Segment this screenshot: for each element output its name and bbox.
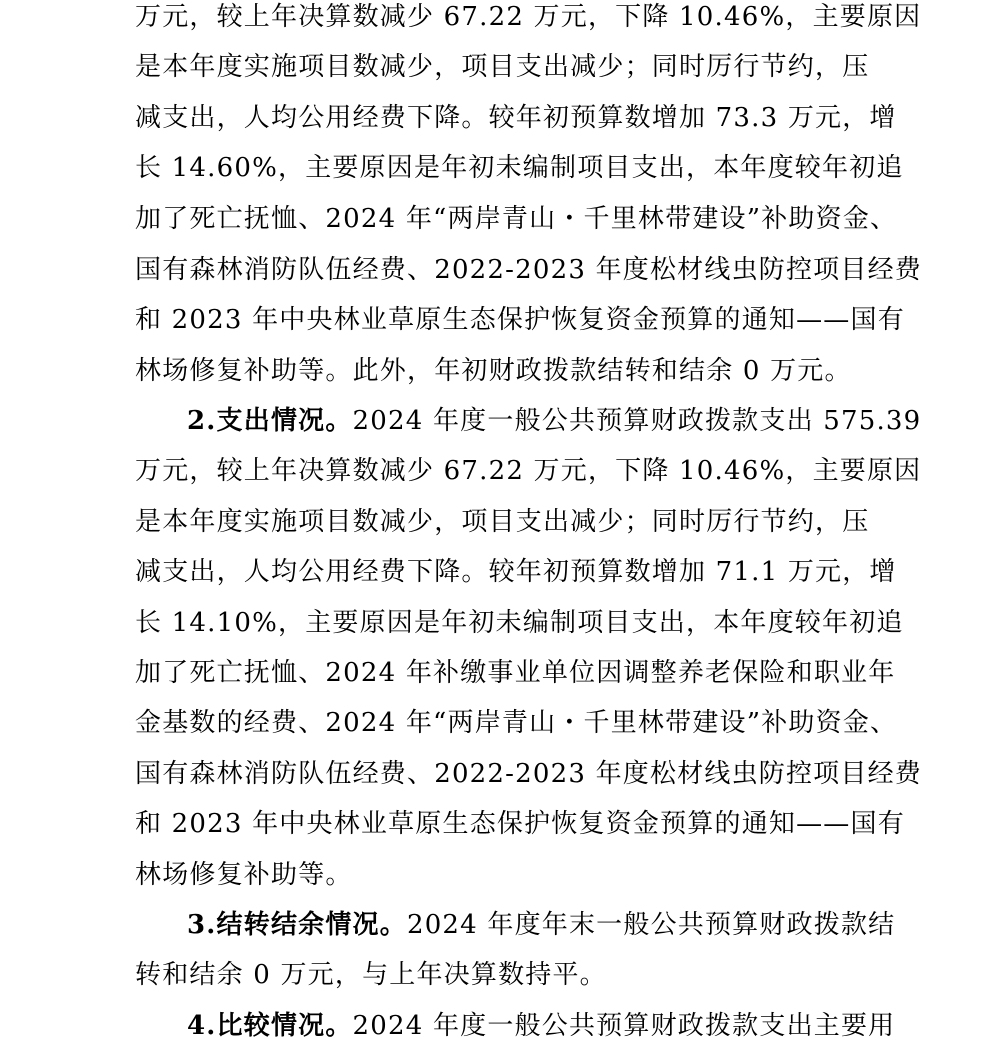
paragraph-line: 林场修复补助等。 [135, 860, 353, 890]
paragraph-line: 加了死亡抚恤、2024 年补缴事业单位因调整养老保险和职业年 [135, 658, 896, 688]
paragraph-line: 减支出，人均公用经费下降。较年初预算数增加 71.1 万元，增 [135, 557, 897, 587]
paragraph-line: 长 14.10%，主要原因是年初未编制项目支出，本年度较年初追 [135, 608, 904, 638]
section-4-heading: 4.比较情况。 [187, 1011, 353, 1041]
paragraph-line: 转和结余 0 万元，与上年决算数持平。 [135, 960, 607, 990]
section-2-heading: 2.支出情况。 [187, 406, 353, 436]
paragraph-line: 是本年度实施项目数减少，项目支出减少；同时厉行节约，压 [135, 52, 870, 82]
section-3-text: 2024 年度年末一般公共预算财政拨款结 [406, 910, 896, 940]
paragraph-line: 是本年度实施项目数减少，项目支出减少；同时厉行节约，压 [135, 507, 870, 537]
section-3-first-line [187, 903, 895, 947]
paragraph-line: 国有森林消防队伍经费、2022-2023 年度松材线虫防控项目经费 [135, 255, 922, 285]
paragraph-line: 减支出，人均公用经费下降。较年初预算数增加 73.3 万元，增 [135, 103, 897, 133]
paragraph-line: 万元，较上年决算数减少 67.22 万元，下降 10.46%，主要原因 [135, 2, 922, 32]
section-3-heading: 3.结转结余情况。 [187, 910, 407, 940]
paragraph-line: 林场修复补助等。此外，年初财政拨款结转和结余 0 万元。 [135, 356, 852, 386]
paragraph-line: 万元，较上年决算数减少 67.22 万元，下降 10.46%，主要原因 [135, 456, 922, 486]
section-2-first-line [187, 399, 922, 443]
section-4-first-line [187, 1004, 895, 1042]
section-2-text: 2024 年度一般公共预算财政拨款支出 575.39 [352, 406, 922, 436]
paragraph-line: 和 2023 年中央林业草原生态保护恢复资金预算的通知——国有 [135, 809, 905, 839]
paragraph-line: 长 14.60%，主要原因是年初未编制项目支出，本年度较年初追 [135, 153, 904, 183]
paragraph-line: 金基数的经费、2024 年“两岸青山・千里林带建设”补助资金、 [135, 708, 898, 738]
paragraph-line: 加了死亡抚恤、2024 年“两岸青山・千里林带建设”补助资金、 [135, 204, 898, 234]
section-4-text: 2024 年度一般公共预算财政拨款支出主要用 [352, 1011, 896, 1041]
paragraph-line: 国有森林消防队伍经费、2022-2023 年度松材线虫防控项目经费 [135, 759, 922, 789]
paragraph-line: 和 2023 年中央林业草原生态保护恢复资金预算的通知——国有 [135, 305, 905, 335]
